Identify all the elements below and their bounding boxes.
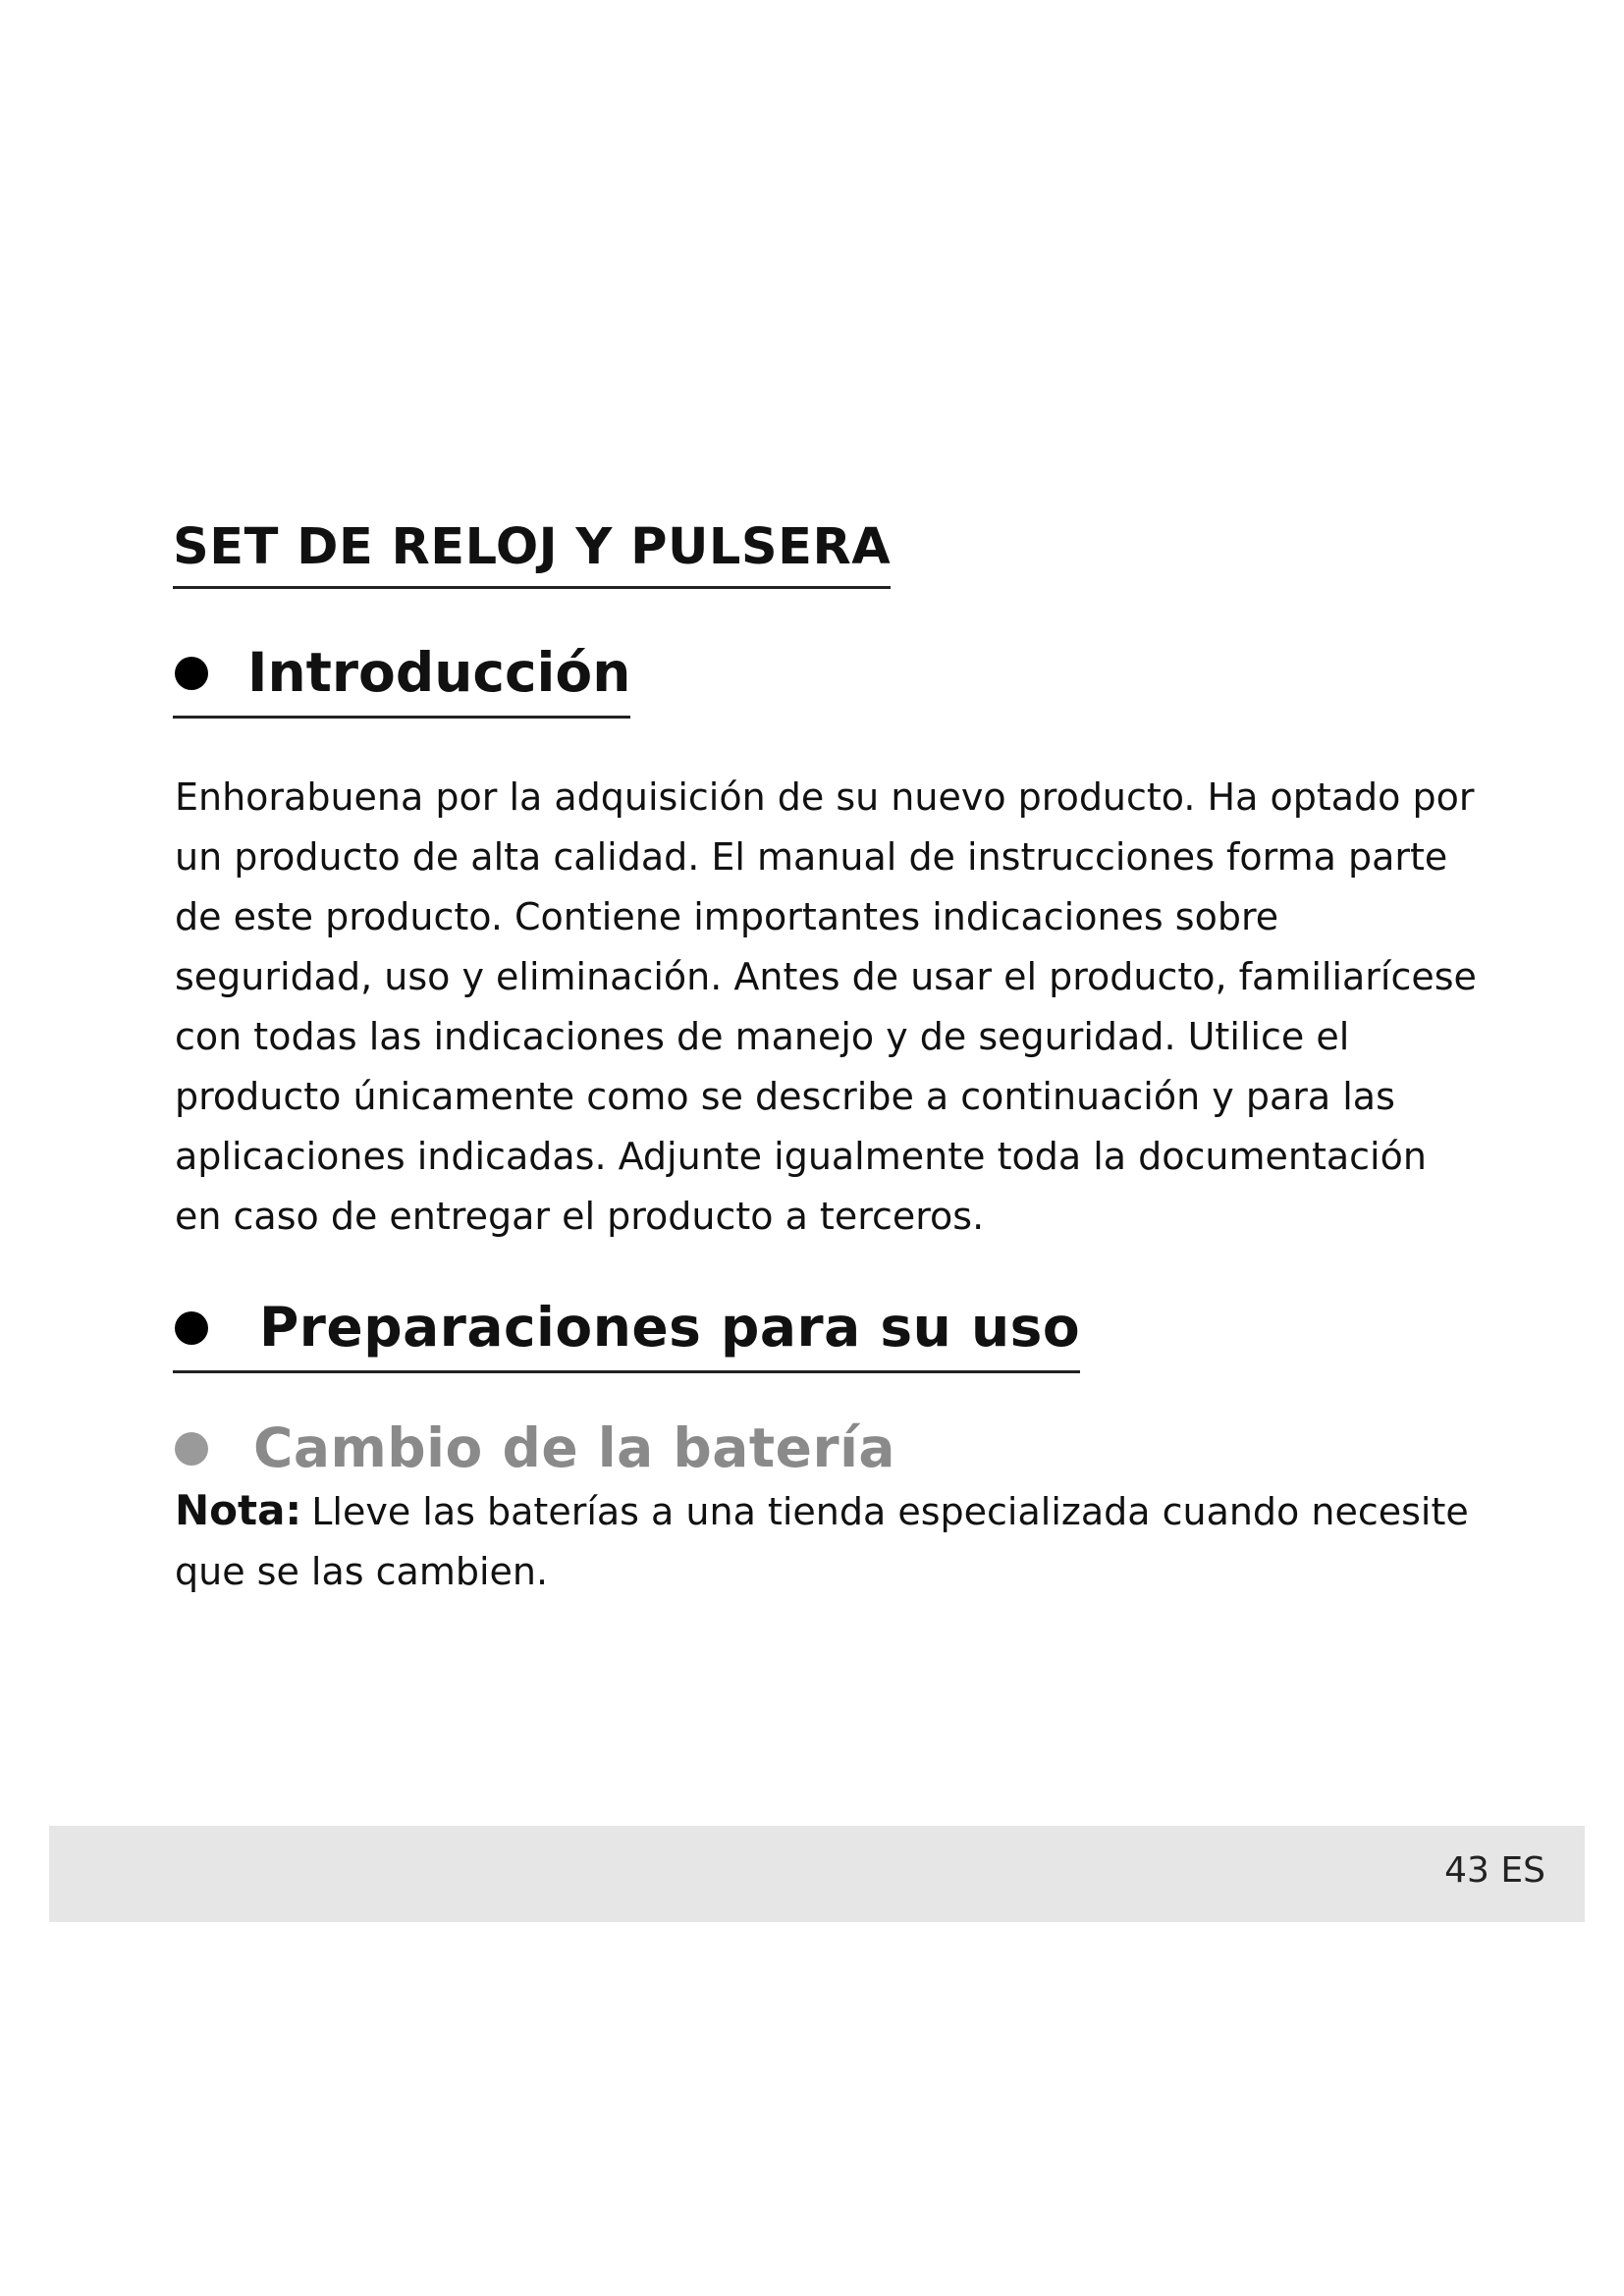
note-label: Nota: xyxy=(175,1486,302,1534)
subsection-heading-label: Cambio de la batería xyxy=(253,1416,896,1479)
section-heading-introduccion xyxy=(173,641,631,719)
gray-bullet-icon xyxy=(175,1432,208,1466)
section-heading-label: Preparaciones para su uso xyxy=(259,1296,1081,1359)
page-number: 43 ES xyxy=(1444,1850,1545,1891)
page-title: SET DE RELOJ Y PULSERA xyxy=(173,522,891,589)
bullet-icon xyxy=(175,657,208,690)
intro-paragraph: Enhorabuena por la adquisición de su nuevo producto. Ha optado por un producto de alta calidad. El manual de instrucciones forma parte de este producto. Contiene importantes indicaciones sobre seguridad, uso y eliminación. Antes de usar el producto, familiarícese con todas las indicaciones de manejo y de seguridad. Utilice el producto únicamente como se describe a continuación y para las aplicaciones indicadas. Adjunte igualmente toda la documentación en caso de entregar el producto a terceros. xyxy=(175,775,1477,1238)
section-heading-preparaciones xyxy=(173,1296,1081,1373)
note-text: Lleve las baterías a una tienda especializada cuando necesite que se las cambien. xyxy=(175,1490,1469,1593)
footer-band xyxy=(49,1826,1585,1922)
section-heading-label: Introducción xyxy=(247,641,631,704)
bullet-icon xyxy=(175,1311,208,1345)
subsection-heading-cambio-bateria xyxy=(173,1416,896,1479)
battery-note xyxy=(175,1480,1481,1602)
